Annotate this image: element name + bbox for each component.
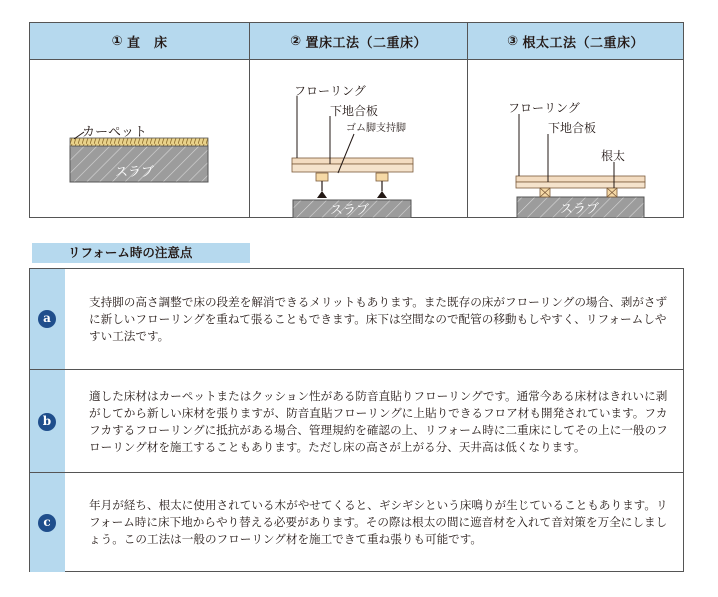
flooring-layer: [292, 158, 413, 164]
note-text: 適した床材はカーペットまたはクッション性がある防音直貼りフローリングです。通常今ある床材はきれいに剥がしてから新しい床材を張りますが、防音直貼フローリングに上貼りできるフロア材も開発されています。フカフカするフローリングに抵抗がある場合、管理規約を確認の上、リフォーム時に二重床にしてその上に一般のフローリング材を施工することもあります。ただし床の高さが上がる分、天井高は低くなります。: [89, 388, 668, 454]
subfloor-layer: [516, 182, 645, 188]
floor-type-joist: [467, 23, 683, 217]
note-letter-badge: b: [38, 413, 56, 431]
support-leg-pad: [376, 173, 388, 181]
subfloor-label: 下地合板: [548, 121, 597, 135]
notes-table: [29, 268, 684, 572]
floor-type-raised: [249, 23, 467, 217]
note-letter-badge: c: [38, 514, 56, 532]
note-letter-cell: [30, 370, 65, 473]
floor-type-header: [250, 23, 467, 60]
joist-shape: [607, 188, 617, 197]
note-letter-cell: [30, 269, 65, 369]
note-text: 年月が経ち、根太に使用されている木がやせてくると、ギシギシという床鳴りが生じていることもあります。リフォーム時に床下地からやり替える必要があります。その際は根太の間に遮音材を入れて音対策を万全にしましょう。この工法は一般のフローリング材を施工できて重ね張りも可能です。: [89, 498, 668, 546]
note-row: [30, 472, 683, 572]
floor-type-direct: [30, 23, 249, 217]
note-row: [30, 369, 683, 473]
flooring-layer: [516, 176, 645, 182]
note-row: [30, 269, 683, 369]
floor-diagram: [468, 60, 683, 217]
flooring-label: フローリング: [508, 101, 580, 115]
note-text-cell: [65, 370, 683, 473]
floor-diagram: [30, 60, 249, 217]
floor-type-number: ②: [289, 33, 302, 49]
flooring-label: フローリング: [294, 84, 366, 98]
floor-type-title: 置床工法（二重床）: [305, 35, 428, 51]
slab-label: スラブ: [330, 203, 370, 218]
floor-type-table: [29, 22, 684, 218]
note-letter-cell: [30, 473, 65, 572]
floor-type-title: 直 床: [127, 35, 168, 51]
joist-label: 根太: [601, 149, 626, 163]
support-leg-label: ゴム脚支持脚: [346, 123, 406, 134]
note-text-cell: [65, 269, 683, 369]
joist-floor-diagram: [468, 60, 683, 218]
note-letter-badge: a: [38, 310, 56, 328]
notes-title: リフォーム時の注意点: [32, 243, 250, 263]
support-leg-pad: [316, 173, 328, 181]
subfloor-layer: [292, 164, 413, 172]
slab-label: スラブ: [115, 165, 155, 180]
subfloor-label: 下地合板: [330, 104, 379, 118]
note-text: 支持脚の高さ調整で床の段差を解消できるメリットもあります。また既存の床がフローリングの場合、剥がさずに新しいフローリングを重ねて張ることもできます。床下は空間なので配管の移動もしやすく、リフォームしやすい工法です。: [89, 294, 668, 343]
floor-type-number: ①: [111, 33, 123, 49]
support-leg-rubber: [317, 191, 327, 198]
support-leg-rubber: [377, 191, 387, 198]
floor-type-title: 根太工法（二重床）: [522, 35, 645, 51]
direct-floor-diagram: [30, 60, 248, 218]
joist-shape: [540, 188, 550, 197]
floor-diagram: [250, 60, 467, 217]
floor-type-header: [468, 23, 683, 60]
carpet-label: カーペット: [82, 125, 148, 140]
note-text-cell: [65, 473, 683, 572]
raised-floor-diagram: [250, 60, 467, 218]
floor-type-number: ③: [506, 33, 519, 49]
floor-type-header: [30, 23, 249, 60]
slab-label: スラブ: [560, 202, 600, 217]
